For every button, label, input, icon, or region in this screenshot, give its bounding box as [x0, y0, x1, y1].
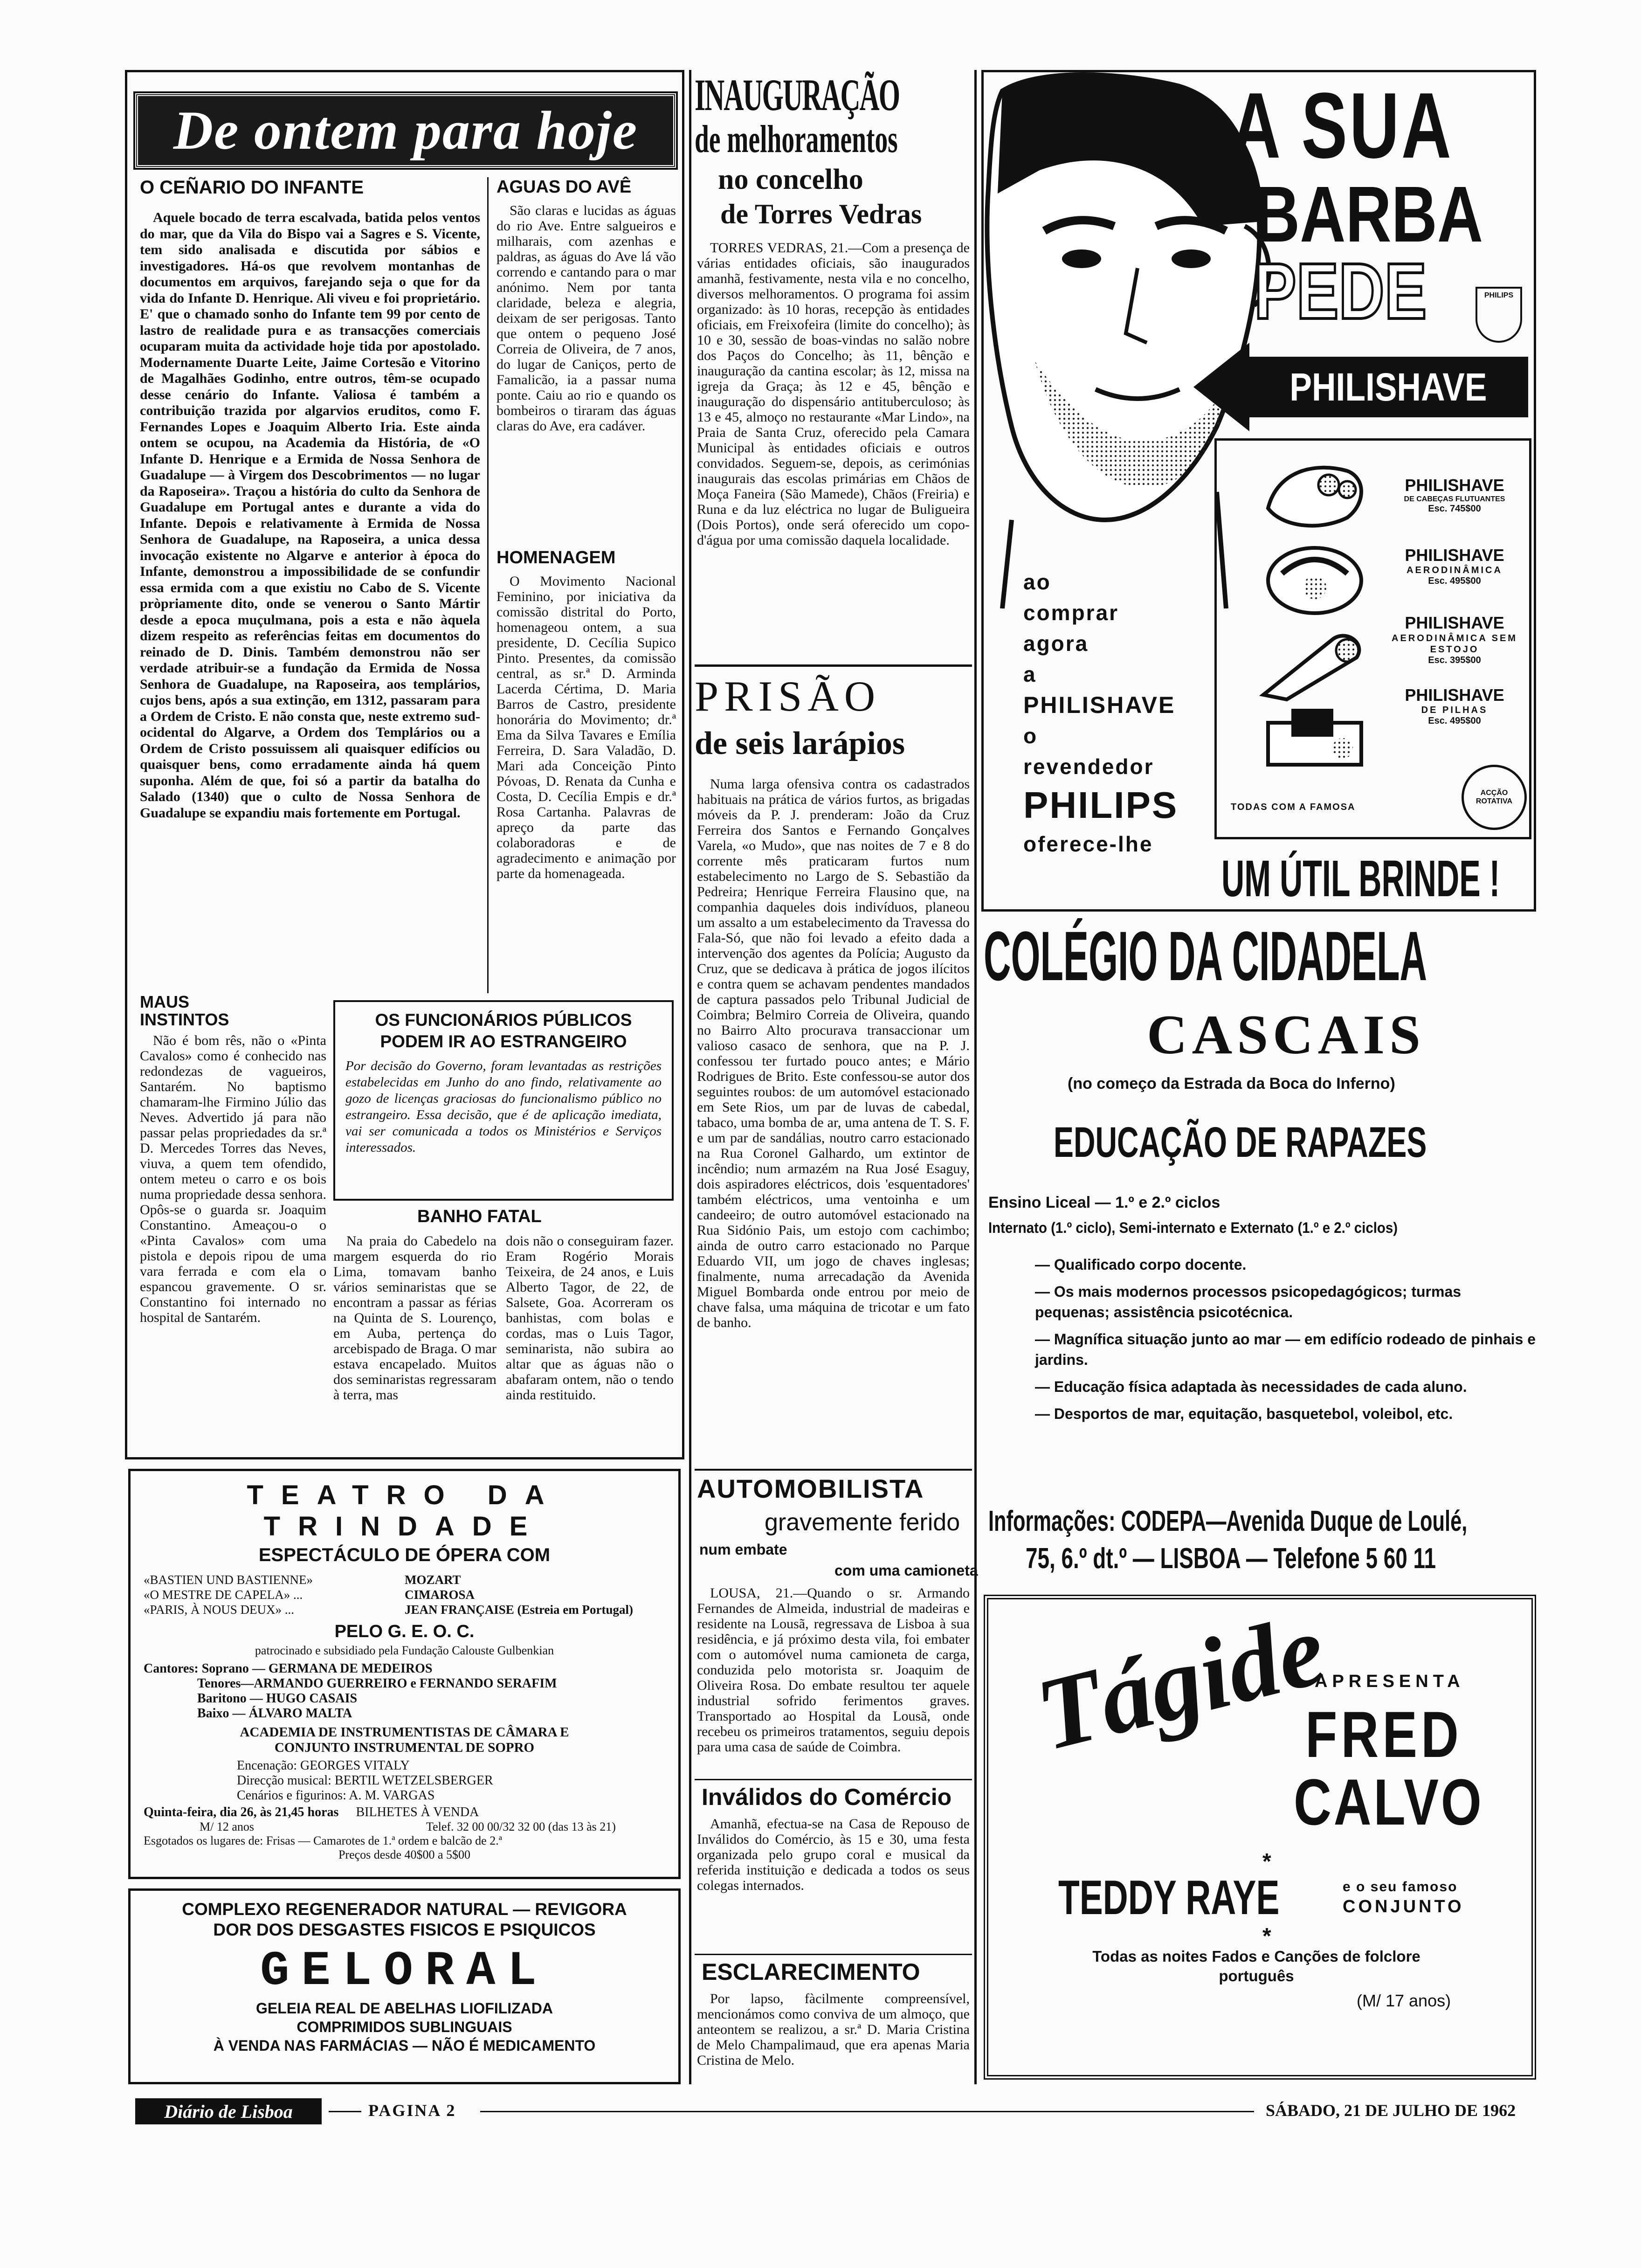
banner-title: De ontem para hoje — [173, 100, 638, 161]
headline: com uma camioneta — [834, 1562, 978, 1579]
column-divider — [974, 70, 977, 2084]
section-rule — [695, 1469, 972, 1471]
headline: INAUGURAÇÃO — [695, 70, 900, 120]
paragraph: O Movimento Nacional Feminino, por iniciativa da comissão distrital do Porto, homenageou ontem, a sua presidente, D. Cecília Supico Pinto. Presentes, da comissão central, as sr.ª D. Arminda Lacerda Cértima, D. Maria Barros de Castro, presidente honorária do Movimento; dr.ª Ema da Silva Tavares e Emília Ferreira, D. Sara Valadão, D. Mari ada Conceição Pinto Póvoas, D. Renata da Cunha e Costa, D. Cecília Empis e dr.ª Rosa Cartanha. Palavras de apreço da parte das colaboradoras e de agradecimento e animação por parte da homenageada. — [496, 574, 676, 881]
theatre-subtitle: ESPECTÁCULO DE ÓPERA COM — [258, 1545, 551, 1565]
rotary-seal-icon: ACÇÃO ROTATIVA — [1462, 765, 1527, 830]
philips-headline: A SUA — [1231, 74, 1454, 178]
headline: no concelho — [718, 164, 863, 195]
shaver-icon — [1259, 452, 1371, 532]
geloral-line: COMPLEXO REGENERADOR NATURAL — REVIGORA — [182, 1900, 627, 1919]
notice-title: OS FUNCIONÁRIOS PÚBLICOS PODEM IR AO ESTRANGEIRO — [375, 1010, 632, 1051]
article-body: Por lapso, fàcilmente compreensível, mencionámos como conviva de um almoço, que anteontem se realizou, a sr.ª D. Maria Cristina de Melo Champalimaud, que era apenas Maria Cristina de Melo. — [697, 1991, 970, 2068]
article-body — [140, 1033, 326, 1325]
theatre-academy: ACADEMIA DE INSTRUMENTISTAS DE CÂMARA E CONJUNTO INSTRUMENTAL DE SOPRO — [240, 1725, 569, 1755]
article-body: Na praia do Cabedelo na margem esquerda do rio Lima, tomavam banho vários seminaristas que se encontram a passar as férias na Quinta de S. Lourenço, em Auba, pertença do arcebispado de Braga. O mar estava encapelado. Muitos dos seminaristas regressaram à terra, mas — [333, 1233, 496, 1403]
geloral-box — [128, 1888, 681, 2084]
philips-logo: PHILIPS — [1476, 287, 1522, 343]
article-body: Amanhã, efectua-se na Casa de Repouso de Inválidos do Comércio, às 15 e 30, uma festa organizada pelo grupo coral e musical da referida instituição e dedicada a todos os seus colegas internados. — [697, 1816, 970, 1893]
article-body: dois não o conseguiram fazer. Eram Rogério Morais Teixeira, de 24 anos, e Luis Alberto Tagor, de 22, de Salsete, Goa. Acorreram os banhistas, com bolas e cordas, mas o Luis Tagor, seminarista, não subira ao altar que as águas não o abafaram ontem, não o tendo ainda restituido. — [506, 1233, 674, 1403]
section-rule — [695, 1954, 972, 1955]
colegio-subtitle: (no começo da Estrada da Boca do Inferno) — [1068, 1075, 1395, 1093]
theatre-works: «BASTIEN UND BASTIENNE» MOZART «O MESTRE DE CAPELA» ... CIMAROSA «PARIS, À NOUS DEUX» ... JEAN FRANÇAISE (Estreia em Portugal) — [144, 1573, 633, 1617]
geloral-brand: GELORAL — [260, 1944, 549, 1999]
article-body — [496, 574, 676, 881]
article-body: TORRES VEDRAS, 21.—Com a presença de várias entidades oficiais, são inaugurados amanhã, festivamente, nesta vila e no concelho, diversos melhoramentos. O programa foi assim organizado: às 10 horas, recepção às entidades oficiais, em Freixofeira (limite do concelho); às 10 e 30, sessão de boas-vindas no salão nobre dos Paços do Concelho; às 11, bênção e inauguração da cantina escolar; às 12, missa na igreja da Graça; às 12 e 45, bênção e inauguração do dispensário antituberculoso; às 13 e 45, almoço no restaurante «Mar Lindo», na Praia de Santa Cruz, oferecido pela Camara Municipal às entidades oficiais e outros convidados. Seguem-se, depois, as cerimónias inaugurais das escolas primárias em Chãos de Moça Faneira (São Mamede), Chãos (Freiria) e Runa e da luz eléctrica no lugar de Buligueira (Dois Portos), onde será oferecido um copo-d'água por uma comissão daquela localidade. — [697, 240, 970, 548]
theatre-staff: Encenação: GEORGES VITALY Direcção musical: BERTIL WETZELSBERGER Cenários e figurinos: A. M. VARGAS — [237, 1758, 493, 1803]
article-title: AGUAS DO AVÊ — [496, 177, 632, 197]
column-divider — [487, 177, 489, 993]
headline: PRISÃO — [695, 672, 881, 720]
colegio-internato: Internato (1.º ciclo), Semi-internato e Externato (1.º e 2.º ciclos) — [988, 1219, 1398, 1236]
headline: Inválidos do Comércio — [702, 1784, 952, 1810]
philips-offer: ao comprar agora a PHILISHAVE o revendedor PHILIPS oferece-lhe — [1023, 570, 1179, 856]
colegio-bullets: — Qualificado corpo docente. — Os mais modernos processos psicopedagógicos; turmas pequenas; assistência psicotécnica. — Magnífica situação junto ao mar — em edifício rodeado de pinhais e jardins. — Educação física adaptada às necessidades de cada aluno. — Desportos de mar, equitação, basquetebol, voleibol, etc. — [1035, 1256, 1536, 1422]
philishave-banner: PHILISHAVE — [1248, 357, 1528, 417]
article-title: O CEÑARIO DO INFANTE — [140, 177, 364, 198]
issue-date: SÁBADO, 21 DE JULHO DE 1962 — [1266, 2101, 1516, 2120]
theatre-cast: Cantores: Soprano — GERMANA DE MEDEIROS Tenores—ARMANDO GUERREIRO e FERNANDO SERAFIM Baritono — HUGO CASAIS Baixo — ÁLVARO MALTA — [144, 1661, 557, 1721]
theatre-box — [128, 1469, 681, 1879]
tagide-fred: FRED — [1305, 1698, 1462, 1771]
gift-headline: UM ÚTIL BRINDE ! — [1221, 850, 1500, 907]
theatre-age-row: M/ 12 anos Telef. 32 00 00/32 32 00 (das 13 às 21) — [200, 1820, 616, 1833]
article-body — [140, 210, 480, 821]
star-icon: * — [1262, 1924, 1271, 1949]
stamp-caption: TODAS COM A FAMOSA — [1231, 802, 1356, 812]
tagide-conjunto: CONJUNTO — [1343, 1897, 1464, 1916]
theatre-title: TEATRO DA TRINDADE — [247, 1480, 562, 1542]
arrow-icon — [1193, 343, 1249, 431]
tagide-e-o: e o seu famoso — [1343, 1879, 1458, 1895]
shaver-icon — [1259, 625, 1371, 704]
article-title: HOMENAGEM — [496, 548, 616, 567]
headline: num embate — [699, 1541, 787, 1558]
paragraph: São claras e lucidas as águas do rio Ave. Entre salgueiros e milharais, com azenhas e paldras, as águas do Ave lá vão correndo e cantando para o mar anónimo. Nem por tanta claridade, beleza e alegria, deixam de ser perigosas. Tanto que ontem o pequeno José Correia de Oliveira, de 7 anos, do lugar de Caniços, perto de Famalicão, ia a passar numa ponte. Caiu ao rio e quando os bombeiros o tiraram das águas claras do Ave, era cadáver. — [496, 203, 676, 434]
colegio-title: COLÉGIO DA CIDADELA — [984, 917, 1427, 995]
star-icon: * — [1262, 1849, 1271, 1874]
headline: AUTOMOBILISTA — [697, 1474, 924, 1503]
product-item: PHILISHAVE AERODINÂMICA SEM ESTOJO Esc. 395$00 — [1392, 613, 1517, 665]
article-body: LOUSA, 21.—Quando o sr. Armando Fernandes de Almeida, industrial de madeiras e residente na Lousã, regressava de Lisboa à sua residência, e já próximo desta vila, foi embater com o automóvel numa camioneta de carga, conduzida pelo motorista sr. Joaquim de Oliveira Rosa. Do embate resultou ter aquele industrial sofrido ferimentos graves. Transportado ao Hospital da Lousã, onde recebeu os primeiros tratamentos, seguiu depois para uma casa de saúde de Coimbra. — [697, 1585, 970, 1755]
footer-rule — [329, 2111, 361, 2112]
page-number: PAGINA 2 — [368, 2101, 456, 2120]
headline: de melhoramentos — [695, 118, 898, 161]
theatre-date-row: Quinta-feira, dia 26, às 21,45 horas BILHETES À VENDA — [144, 1805, 479, 1819]
theatre-prices: Preços desde 40$00 a 5$00 — [338, 1848, 471, 1861]
banner — [135, 93, 676, 168]
article-body: Numa larga ofensiva contra os cadastrados habituais na prática de vários furtos, as brigadas móveis da P. J. prenderam: João da Cruz Ferreira dos Santos e Fernando Gonçalves Varela, «o Mudo», que nas noites de 7 e 8 do corrente mês praticaram furtos num estabelecimento no Largo de S. Sebastião da Pedreira; Henrique Ferreira Flausino que, na companhia daqueles dois indivíduos, planeou um assalto a um estabelecimento da Travessa do Fala-Só, que não foi levado a efeito dada a intervenção dos agentes da Polícia; Augusto da Cruz, que se dedicava à prática de jogos ilícitos e contra quem se achavam pendentes mandados de captura passados pelo Tribunal Judicial de Coimbra; Belmiro Correia de Oliveira, quando no Bairro Alto procurava transaccionar um valioso casaco de senhora, que na P. J. confessou ter furtado pouco antes; e Mário Rodrigues de Brito. Este confessou-se autor dos seguintes roubos: de um automóvel estacionado em Sete Rios, um par de luvas de cabedal, tabaco, uma bomba de ar, uma antena de T. S. F. e um par de sandálias, noutro carro estacionado na Rua Coronel Galhardo, um extintor de incêndio; num armazém na Rua José Esaguy, dois aspiradores eléctricos, dois 'esquentadores' também eléctricos, uma ventoinha e um candeeiro; de outro automóvel estacionado na Rua Sidónio Pais, um estojo com cachimbo; ainda de outro carro estacionado no Parque Eduardo VII, um jogo de chaves inglesas; finalmente, numa arrecadação da Avenida Miguel Bombarda onde entrou por meio de chave falsa, uma máquina de tricotar e um fato de banho. — [697, 776, 970, 1330]
tagide-brand: Tágide — [1026, 1591, 1336, 1772]
tagide-presents: APRESENTA — [1315, 1672, 1465, 1691]
philips-headline: BARBA — [1254, 170, 1483, 259]
headline: ESCLARECIMENTO — [702, 1959, 920, 1985]
tagide-nightly: Todas as noites Fados e Canções de folclore português — [1092, 1948, 1420, 1984]
headline: de seis larápios — [695, 726, 905, 761]
theatre-by: PELO G. E. O. C. — [334, 1622, 475, 1641]
geloral-line: GELEIA REAL DE ABELHAS LIOFILIZADA — [255, 2000, 553, 2017]
headline: de Torres Vedras — [720, 199, 922, 229]
philips-headline: PEDE — [1254, 247, 1427, 336]
column-divider — [689, 70, 691, 2084]
tagide-calvo: CALVO — [1294, 1765, 1484, 1839]
section-rule — [695, 664, 972, 667]
article-title: MAUS INSTINTOS — [140, 992, 229, 1029]
headline: gravemente ferido — [765, 1509, 960, 1536]
article-title: BANHO FATAL — [417, 1207, 542, 1226]
masthead: Diário de Lisboa — [135, 2098, 322, 2124]
colegio-ensino: Ensino Liceal — 1.º e 2.º ciclos — [988, 1194, 1220, 1211]
shaver-icon — [1259, 536, 1371, 625]
tagide-age: (M/ 17 anos) — [1357, 1991, 1451, 2010]
section-rule — [695, 1779, 972, 1780]
geloral-line: À VENDA NAS FARMÁCIAS — NÃO É MEDICAMENTO — [213, 2037, 596, 2054]
product-item: PHILISHAVE DE PILHAS Esc. 495$00 — [1405, 685, 1504, 726]
notice-box — [333, 1000, 674, 1201]
notice-text: Por decisão do Governo, foram levantadas as restrições estabelecidas em Junho do ano findo, relativamente ao gozo de licenças graciosas do funcionalismo público no estrangeiro. Essa decisão, que é de aplicação imediata, vai ser comunicada a todos os Ministérios e Serviços interessados. — [345, 1058, 662, 1155]
theatre-sponsor: patrocinado e subsidiado pela Fundação Calouste Gulbenkian — [255, 1644, 554, 1657]
tagide-teddy: TEDDY RAYE — [1058, 1871, 1280, 1925]
shaver-icon — [1259, 704, 1371, 779]
colegio-info: 75, 6.º dt.º — LISBOA — Telefone 5 60 11 — [1026, 1542, 1436, 1575]
colegio-info: Informações: CODEPA—Avenida Duque de Loulé, — [988, 1505, 1468, 1537]
paragraph: Não é bom rês, não o «Pinta Cavalos» como é conhecido nas redondezas de vagueiros, Santarém. No baptismo chamaram-lhe Firmino Júlio das Neves. Advertido já para não passar pelas propriedades da sr.ª D. Mercedes Torres das Neves, viuva, a quem tem ofendido, ontem meteu o carro e os bois numa propriedade dessa senhora. Opôs-se o guarda sr. Joaquim Constantino. Ameaçou-o o «Pinta Cavalos» com uma pistola e depois ripou de uma vara ferrada e com ela o espancou gravemente. O sr. Constantino foi internado no hospital de Santarém. — [140, 1033, 326, 1325]
theatre-sold: Esgotados os lugares de: Frisas — Camarotes de 1.ª ordem e balcão de 2.ª — [144, 1834, 502, 1847]
paragraph: Aquele bocado de terra escalvada, batida pelos ventos do mar, que da Vila do Bispo vai a Sagres e S. Vicente, tem sido analisada e discutida por sábios e investigadores. Há-os que revolvem montanhas de documentos em arquivos, farejando seja o que for da vida do Infante D. Henrique. Ali viveu e foi proprietário. E' que o chamado sonho do Infante tem 99 por cento de lastro de realidade pura e as transacções comerciais ocuparam muita da actividade hoje tida por apostolado. Modernamente Duarte Leite, Jaime Cortesão e Vitorino de Magalhães Godinho, entre outros, têm-se ocupado desse cenário do Infante. Valiosa é também a contribuição trazida por algarvios eruditos, como F. Fernandes Lopes e Joaquim Alberto Iria. Este ainda ontem se ocupou, na Academia da História, de «O Infante D. Henrique e a Ermida de Nossa Senhora de Guadalupe — à Virgem dos Descobrimentos — no lugar da Raposeira». Traçou a história do culto da Senhora de Guadalupe em Portugal antes e durante a vida do Infante. Depois e relativamente à Ermida de Nossa Senhora de Guadalupe, na Raposeira, a unica dessa invocação existente no Algarve e anterior à época do Infante, demonstrou a impossibilidade de se confundir essa ermida com a que existiu no Cabo de S. Vicente pròpriamente dito, onde se venerou o Santo Mártir desde a epoca muçulmana, pois a esta e não àquela dizem respeito as referências feitas em documentos do reinado de D. Dinis. Também demonstrou não ser verdade atribuir-se a fundação da Ermida de Nossa Senhora de Guadalupe, na Raposeira, aos templários, cujos bens, após a sua extinção, em 1312, passaram para a Ordem de Cristo. E não consta que, neste extremo sud-ocidental do Algarve, a Ordem dos Templários ou a Ordem de Cristo possuissem ali quaisquer edifícios ou quaisquer bens, como erradamente ainda há quem suponha. Além de que, foi só a partir da batalha do Salado (1340) que o culto de Nossa Senhora de Guadalupe se expandiu mais fortemente em Portugal. — [140, 210, 480, 821]
colegio-city: CASCAIS — [1147, 1003, 1425, 1065]
product-item: PHILISHAVE DE CABEÇAS FLUTUANTES Esc. 745$00 — [1404, 476, 1505, 514]
article-body — [496, 203, 676, 434]
colegio-edu: EDUCAÇÃO DE RAPAZES — [1054, 1119, 1427, 1166]
footer-rule — [480, 2111, 1254, 2112]
product-item: PHILISHAVE AERODINÂMICA Esc. 495$00 — [1405, 546, 1504, 586]
geloral-line: DOR DOS DESGASTES FISICOS E PSIQUICOS — [213, 1920, 596, 1939]
geloral-line: COMPRIMIDOS SUBLINGUAIS — [296, 2019, 512, 2035]
